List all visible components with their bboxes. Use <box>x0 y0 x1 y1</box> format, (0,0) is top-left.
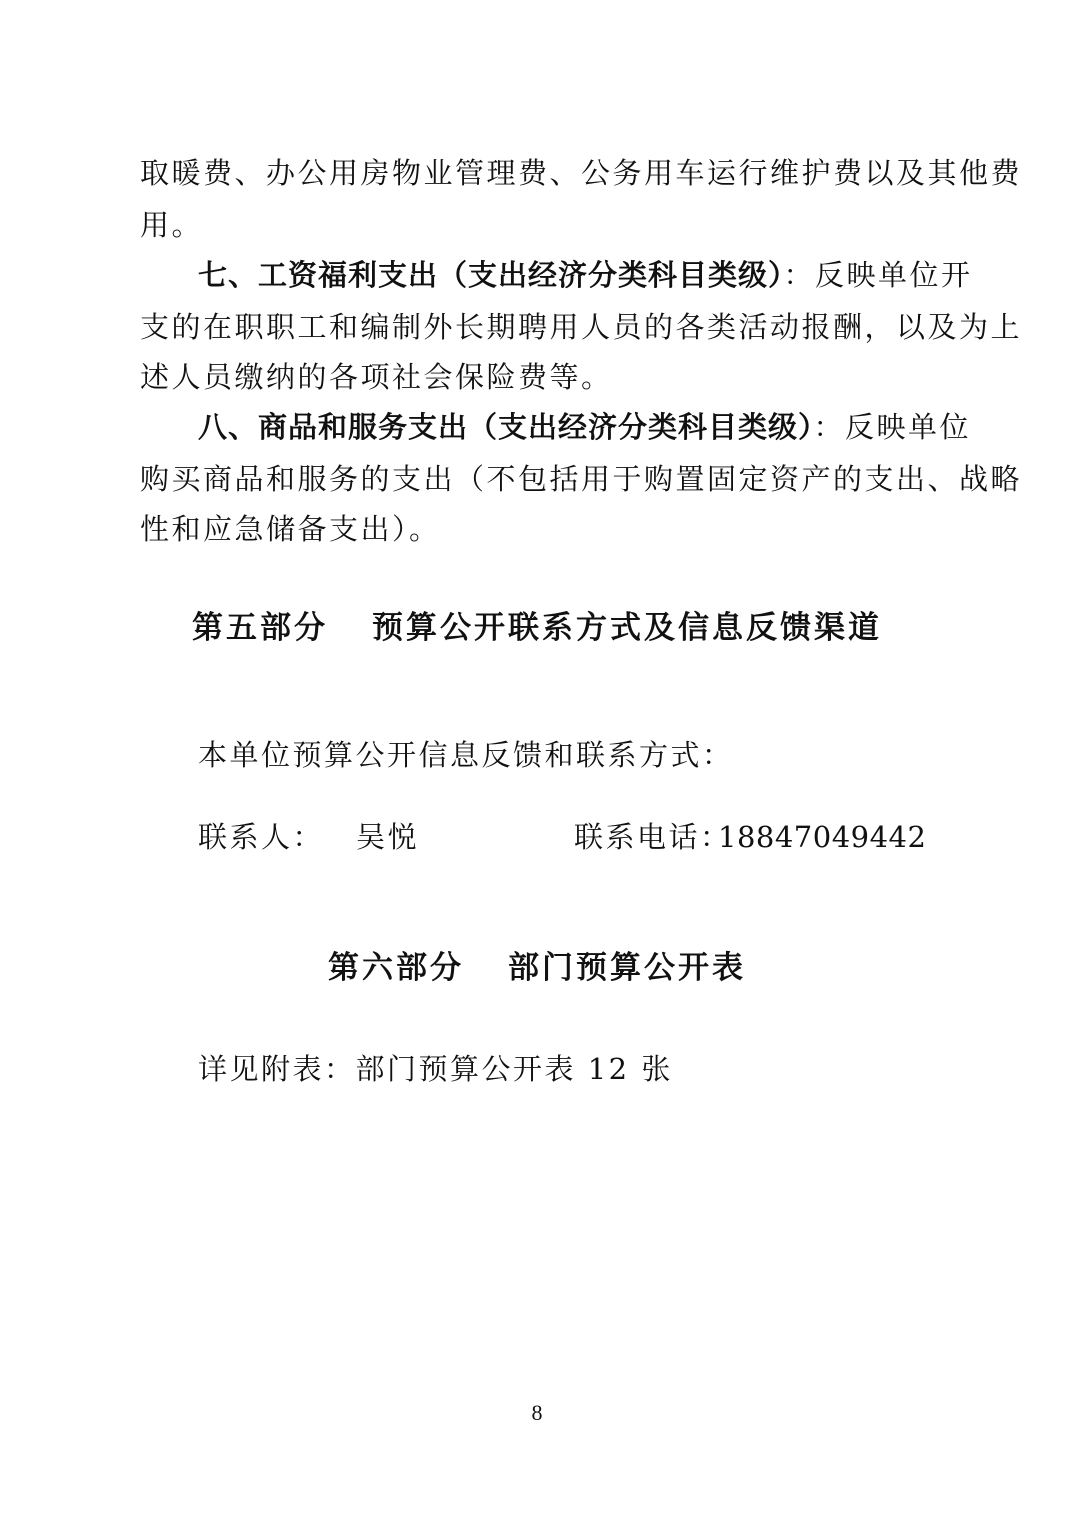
item-eight-text: ：反映单位 <box>813 410 972 444</box>
item-seven-line <box>198 258 998 292</box>
paragraph-line: 性和应急储备支出）。 <box>140 512 441 546</box>
paragraph-line: 述人员缴纳的各项社会保险费等。 <box>140 360 613 394</box>
section-five-part: 第五部分 <box>192 610 328 646</box>
paragraph-line: 支的在职职工和编制外长期聘用人员的各类活动报酬，以及为上 <box>140 310 1023 344</box>
section-six-heading <box>0 948 1074 988</box>
page-number: 8 <box>531 1400 543 1425</box>
paragraph-line: 用。 <box>140 208 204 242</box>
item-eight-lead: 八、商品和服务支出（支出经济分类科目类级） <box>198 410 814 444</box>
feedback-intro: 本单位预算公开信息反馈和联系方式： <box>198 738 734 772</box>
appendix-detail: 详见附表：部门预算公开表 12 张 <box>198 1052 673 1086</box>
paragraph-line: 取暖费、办公用房物业管理费、公务用车运行维护费以及其他费 <box>140 156 1023 190</box>
section-six-part: 第六部分 <box>328 950 464 986</box>
section-five-title: 预算公开联系方式及信息反馈渠道 <box>372 610 882 646</box>
item-seven-text: ：反映单位开 <box>783 258 973 292</box>
section-six-title: 部门预算公开表 <box>508 950 746 986</box>
item-seven-lead: 七、工资福利支出（支出经济分类科目类级） <box>198 258 784 292</box>
contact-name: 吴悦 <box>356 820 420 854</box>
phone-label: 联系电话： <box>574 820 732 854</box>
item-eight-line <box>198 410 998 444</box>
paragraph-line: 购买商品和服务的支出（不包括用于购置固定资产的支出、战略 <box>140 462 1023 496</box>
contact-label: 联系人： <box>198 820 325 854</box>
section-five-heading <box>0 608 1074 648</box>
contact-row <box>198 820 958 854</box>
phone-number: 18847049442 <box>718 820 927 854</box>
